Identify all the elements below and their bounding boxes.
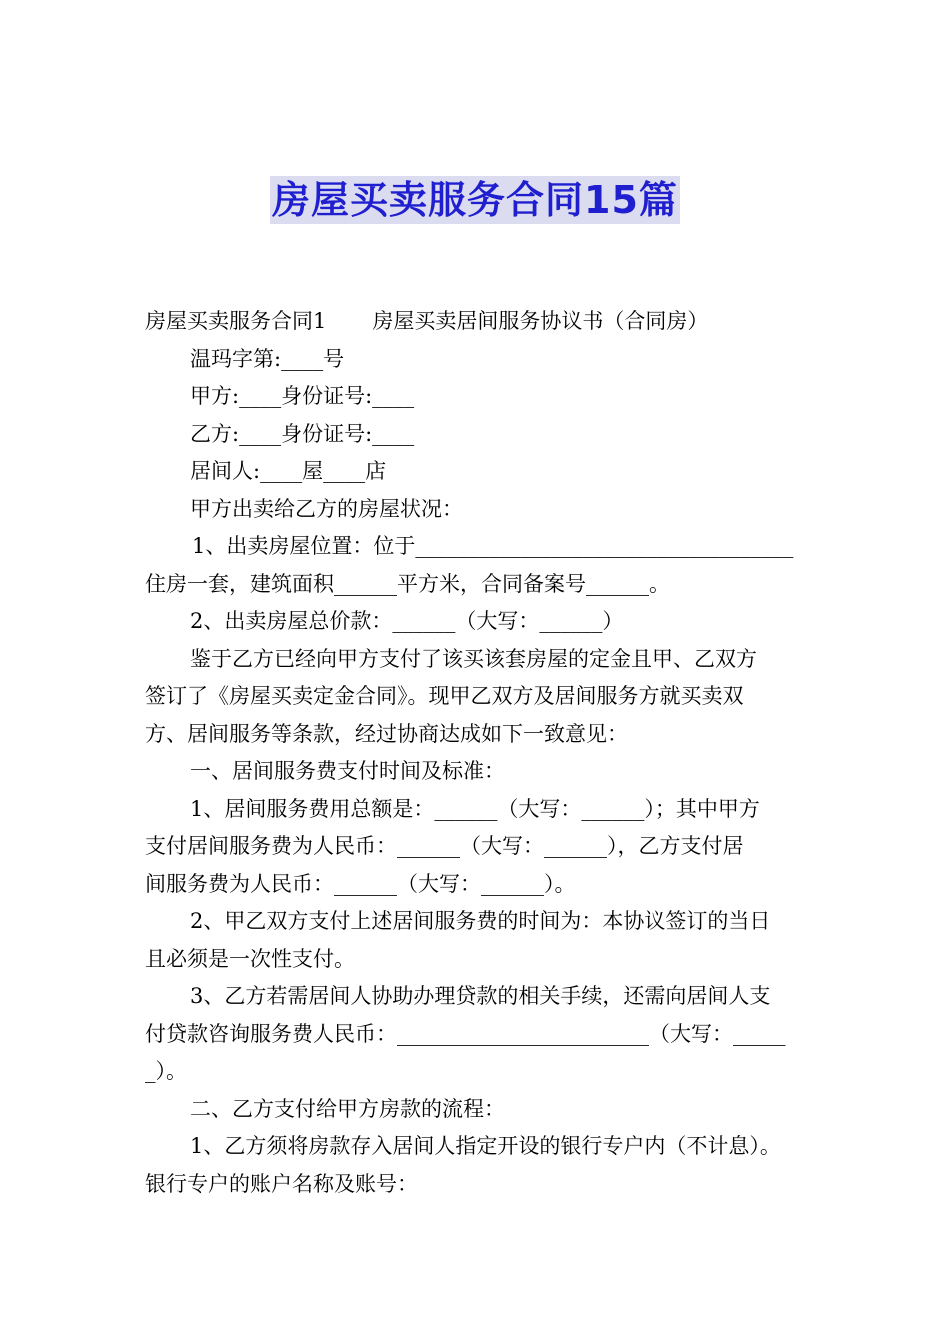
paragraph-line: 银行专户的账户名称及账号：: [145, 1171, 418, 1196]
paragraph-line: 且必须是一次性支付。: [145, 946, 355, 971]
paragraph-line: 二、乙方支付给甲方房款的流程：: [190, 1096, 505, 1121]
paragraph-line: 1、乙方须将房款存入居间人指定开设的银行专户内（不计息）。: [190, 1134, 781, 1158]
paragraph-line: 温玛字第:____号: [190, 346, 345, 371]
paragraph-line: 鉴于乙方已经向甲方支付了该买该套房屋的定金且甲、乙双方: [190, 646, 757, 671]
paragraph-line: 1、居间服务费用总额是：______（大写：______）；其中甲方: [190, 796, 760, 821]
section-heading: 房屋买卖服务合同1: [145, 309, 327, 333]
paragraph-line: 1、出卖房屋位置：位于____________________________________: [192, 534, 794, 558]
section-heading-line: [145, 303, 820, 341]
document-title: 房屋买卖服务合同15篇: [272, 178, 678, 222]
paragraph-line: 住房一套，建筑面积______平方米，合同备案号______。: [145, 571, 670, 596]
paragraph-line: 2、甲乙双方支付上述居间服务费的时间为：本协议签订的当日: [190, 909, 771, 933]
paragraph-line: 付贷款咨询服务费人民币：________________________（大写：_____: [145, 1021, 786, 1046]
paragraph-line: 乙方:____身份证号:____: [190, 421, 415, 446]
paragraph-line: 间服务费为人民币：______（大写：______）。: [145, 871, 576, 896]
paragraph-line: 甲方:____身份证号:____: [190, 384, 415, 408]
paragraph-line: 甲方出卖给乙方的房屋状况：: [190, 496, 463, 521]
section-subtitle: 房屋买卖居间服务协议书（合同房）: [372, 309, 709, 333]
paragraph-line: 一、居间服务费支付时间及标准：: [190, 759, 505, 783]
paragraph-line: 居间人:____屋____店: [190, 459, 387, 483]
paragraph-line: 签订了《房屋买卖定金合同》。现甲乙双方及居间服务方就买卖双: [145, 684, 744, 708]
paragraph-line: 3、乙方若需居间人协助办理贷款的相关手续，还需向居间人支: [190, 984, 771, 1008]
title-area: [0, 176, 950, 224]
document-body: [145, 303, 820, 1203]
paragraph-line: 支付居间服务费为人民币：______（大写：______），乙方支付居: [145, 834, 744, 858]
paragraph-line: 方、居间服务等条款，经过协商达成如下一致意见：: [145, 721, 628, 746]
paragraph-line: _）。: [145, 1059, 187, 1083]
paragraph-line: 2、出卖房屋总价款：______（大写：______）: [190, 609, 624, 633]
